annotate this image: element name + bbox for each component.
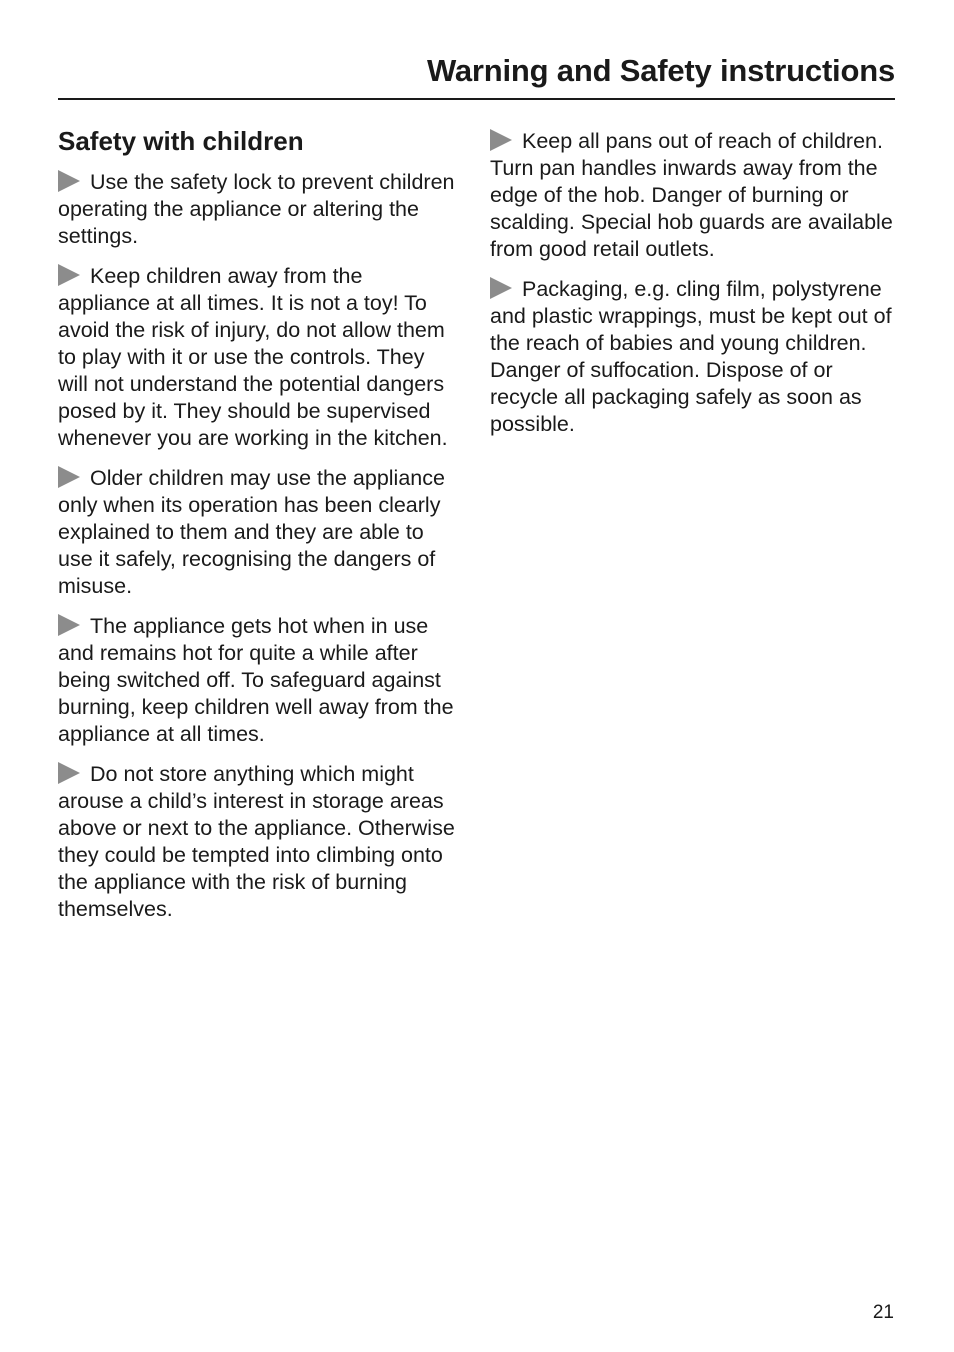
- right-column: [490, 128, 898, 451]
- safety-item-text: Do not store anything which might arouse a child’s interest in storage areas above or next to the appliance. Otherwise they could be tempted into climbing onto the appliance with the risk of burning themselves.: [58, 762, 455, 921]
- safety-item: [490, 128, 898, 263]
- triangle-bullet-icon: [58, 614, 80, 636]
- page-number: 21: [872, 1302, 894, 1323]
- safety-item-text: Keep children away from the appliance at all times. It is not a toy! To avoid the risk of injury, do not allow them to play with it or use the controls. They will not understand the potential dangers posed by it. They should be supervised whenever you are working in the kitchen.: [58, 264, 448, 450]
- page-title: Warning and Safety instructions: [426, 53, 895, 88]
- safety-item-text: Packaging, e.g. cling film, polystyrene and plastic wrappings, must be kept out of the reach of babies and young children. Danger of suffocation. Dispose of or recycle all packaging safely as soon as possible.: [490, 277, 892, 436]
- triangle-bullet-icon: [58, 466, 80, 488]
- triangle-bullet-icon: [490, 277, 512, 299]
- triangle-bullet-icon: [58, 264, 80, 286]
- safety-item-text: Use the safety lock to prevent children operating the appliance or altering the settings.: [58, 170, 455, 248]
- triangle-bullet-icon: [58, 762, 80, 784]
- triangle-bullet-icon: [490, 129, 512, 151]
- safety-item: [58, 761, 460, 923]
- safety-item-text: Older children may use the appliance only when its operation has been clearly explained to them and they are able to use it safely, recognising the dangers of misuse.: [58, 466, 445, 598]
- triangle-bullet-icon: [58, 170, 80, 192]
- safety-item: [58, 263, 460, 452]
- section-heading: Safety with children: [58, 126, 304, 156]
- page-header: [58, 52, 895, 100]
- left-column: [58, 124, 460, 936]
- safety-item: [58, 465, 460, 600]
- safety-item-text: The appliance gets hot when in use and remains hot for quite a while after being switched off. To safeguard against burning, keep children well away from the appliance at all times.: [58, 614, 454, 746]
- safety-item-text: Keep all pans out of reach of children. Turn pan handles inwards away from the edge of the hob. Danger of burning or scalding. Special hob guards are available from good retail outlets.: [490, 129, 893, 261]
- safety-item: [490, 276, 898, 438]
- safety-item: [58, 169, 460, 250]
- safety-item: [58, 613, 460, 748]
